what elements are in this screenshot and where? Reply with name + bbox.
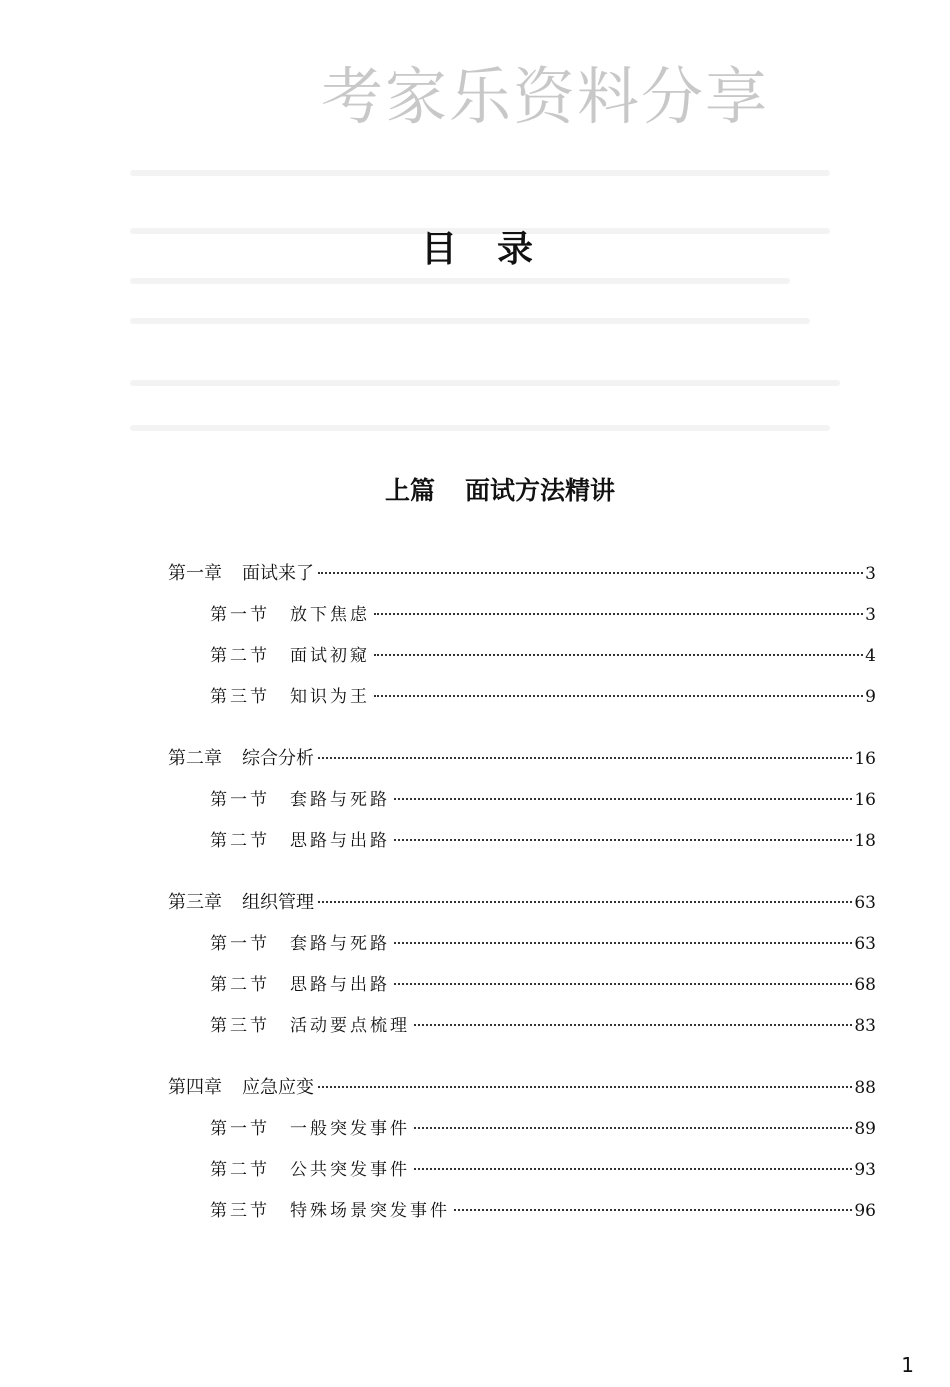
section-label (210, 1154, 410, 1186)
leader-dots (374, 654, 863, 656)
section-number: 第二节 (210, 1160, 270, 1180)
chapter-title: 综合分析 (242, 748, 314, 769)
page-number: 16 (854, 790, 876, 810)
chapter-title: 应急应变 (242, 1077, 314, 1098)
chapter-entry[interactable] (168, 1072, 876, 1113)
section-title: 思路与出路 (290, 831, 390, 851)
scan-shadow (130, 278, 790, 284)
section-title: 套路与死路 (290, 934, 390, 954)
section-number: 第二节 (210, 975, 270, 995)
chapter-entry[interactable] (168, 743, 876, 784)
section-number: 第三节 (210, 1201, 270, 1221)
section-label (210, 825, 390, 857)
leader-dots (414, 1127, 852, 1129)
page-number: 9 (865, 687, 876, 707)
part-heading (0, 474, 950, 508)
section-number: 第一节 (210, 605, 270, 625)
section-number: 第三节 (210, 687, 270, 707)
section-entry[interactable] (168, 599, 876, 640)
section-title: 放下焦虑 (290, 605, 370, 625)
section-number: 第一节 (210, 1119, 270, 1139)
page-number: 93 (854, 1160, 876, 1180)
page-number: 88 (854, 1078, 876, 1098)
section-number: 第二节 (210, 831, 270, 851)
scan-shadow (130, 318, 810, 324)
section-title: 公共突发事件 (290, 1160, 410, 1180)
chapter-number: 第三章 (168, 892, 222, 913)
section-entry[interactable] (168, 1113, 876, 1154)
leader-dots (318, 1086, 852, 1088)
section-label (210, 928, 390, 960)
section-title: 思路与出路 (290, 975, 390, 995)
section-entry[interactable] (168, 640, 876, 681)
leader-dots (394, 942, 852, 944)
page-number: 89 (854, 1119, 876, 1139)
part-label: 上篇 (384, 476, 435, 505)
section-entry[interactable] (168, 784, 876, 825)
section-number: 第二节 (210, 646, 270, 666)
section-label (210, 784, 390, 816)
leader-dots (318, 572, 863, 574)
part-name: 面试方法精讲 (465, 476, 616, 505)
chapter-label (168, 558, 314, 590)
chapter-group (168, 558, 876, 722)
chapter-entry[interactable] (168, 887, 876, 928)
section-entry[interactable] (168, 1154, 876, 1195)
table-of-contents (168, 558, 876, 1257)
page-number: 3 (865, 564, 876, 584)
page-folio: 1 (901, 1353, 914, 1377)
page-title: 目录 (420, 229, 573, 270)
page-number: 63 (854, 893, 876, 913)
watermark: 考家乐资料分享 (320, 60, 769, 133)
section-title: 活动要点梳理 (290, 1016, 410, 1036)
chapter-label (168, 1072, 314, 1104)
page-number: 83 (854, 1016, 876, 1036)
section-entry[interactable] (168, 1195, 876, 1236)
leader-dots (374, 613, 863, 615)
section-title: 特殊场景突发事件 (290, 1201, 450, 1221)
leader-dots (414, 1024, 852, 1026)
section-entry[interactable] (168, 681, 876, 722)
scan-shadow (130, 425, 830, 431)
chapter-label (168, 887, 314, 919)
section-label (210, 969, 390, 1001)
section-label (210, 1195, 450, 1227)
chapter-group (168, 1072, 876, 1236)
chapter-group (168, 887, 876, 1051)
section-number: 第一节 (210, 790, 270, 810)
section-label (210, 681, 370, 713)
scan-shadow (130, 170, 830, 176)
section-title: 知识为王 (290, 687, 370, 707)
chapter-group (168, 743, 876, 866)
page-number: 68 (854, 975, 876, 995)
chapter-entry[interactable] (168, 558, 876, 599)
section-label (210, 1010, 410, 1042)
section-label (210, 599, 370, 631)
leader-dots (394, 983, 852, 985)
section-label (210, 1113, 410, 1145)
leader-dots (414, 1168, 852, 1170)
leader-dots (394, 798, 852, 800)
section-title: 套路与死路 (290, 790, 390, 810)
chapter-number: 第一章 (168, 563, 222, 584)
section-entry[interactable] (168, 969, 876, 1010)
section-entry[interactable] (168, 825, 876, 866)
scan-shadow (130, 380, 840, 386)
section-number: 第一节 (210, 934, 270, 954)
chapter-number: 第四章 (168, 1077, 222, 1098)
chapter-title: 面试来了 (242, 563, 314, 584)
chapter-label (168, 743, 314, 775)
chapter-number: 第二章 (168, 748, 222, 769)
page-number: 63 (854, 934, 876, 954)
leader-dots (454, 1209, 852, 1211)
leader-dots (394, 839, 852, 841)
section-label (210, 640, 370, 672)
page-number: 3 (865, 605, 876, 625)
page-number: 18 (854, 831, 876, 851)
page-number: 16 (854, 749, 876, 769)
leader-dots (374, 695, 863, 697)
section-number: 第三节 (210, 1016, 270, 1036)
section-entry[interactable] (168, 1010, 876, 1051)
page-number: 4 (865, 646, 876, 666)
section-title: 面试初窥 (290, 646, 370, 666)
section-entry[interactable] (168, 928, 876, 969)
section-title: 一般突发事件 (290, 1119, 410, 1139)
page-number: 96 (854, 1201, 876, 1221)
leader-dots (318, 757, 852, 759)
leader-dots (318, 901, 852, 903)
chapter-title: 组织管理 (242, 892, 314, 913)
